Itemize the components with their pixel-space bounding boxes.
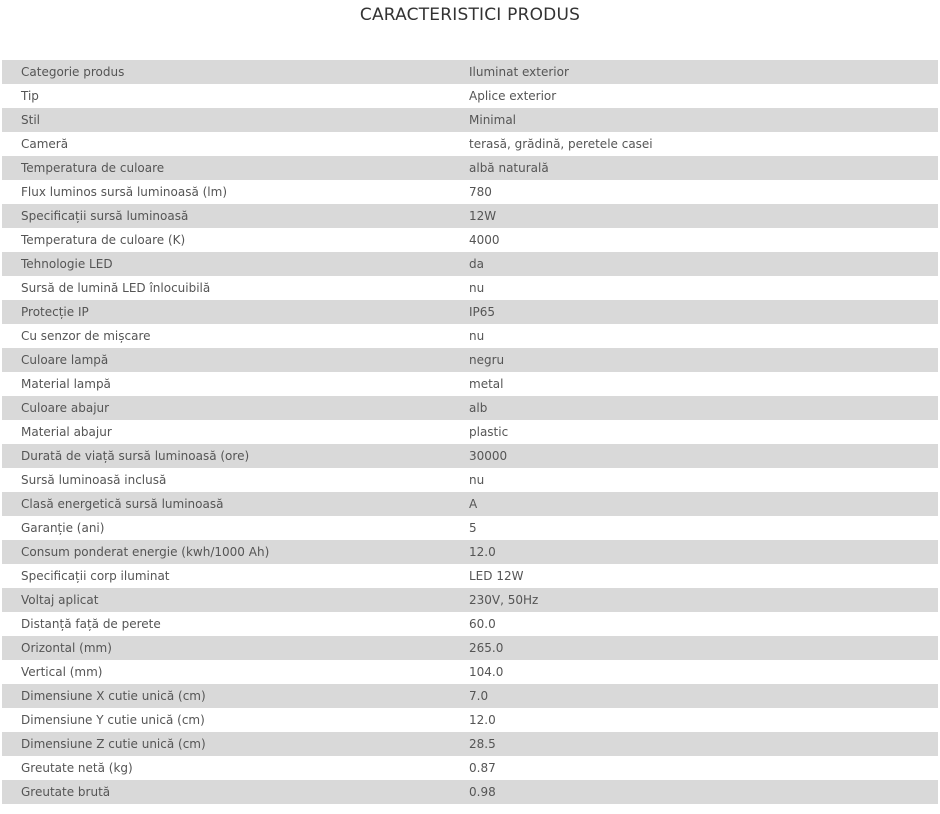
spec-label: Temperatura de culoare (K): [21, 233, 186, 247]
table-row: [2, 372, 938, 396]
spec-label: Tehnologie LED: [21, 257, 113, 271]
table-row: [2, 636, 938, 660]
table-row: [2, 684, 938, 708]
spec-label: Cameră: [21, 137, 69, 151]
table-row: [2, 204, 938, 228]
spec-label: Durată de viață sursă luminoasă (ore): [21, 449, 250, 463]
spec-value: da: [469, 257, 484, 271]
spec-label: Material lampă: [21, 377, 111, 391]
table-row: [2, 540, 938, 564]
spec-label: Dimensiune Z cutie unică (cm): [21, 737, 206, 751]
table-row: [2, 780, 938, 804]
spec-value: nu: [469, 473, 485, 487]
spec-label: Distanță față de perete: [21, 617, 161, 631]
spec-value: nu: [469, 281, 485, 295]
table-row: [2, 348, 938, 372]
specifications-table: [2, 60, 938, 804]
spec-label: Tip: [21, 89, 39, 103]
table-row: [2, 300, 938, 324]
table-row: [2, 492, 938, 516]
spec-value: 12W: [469, 209, 497, 223]
spec-value: 265.0: [469, 641, 504, 655]
spec-label: Stil: [21, 113, 40, 127]
spec-value: 780: [469, 185, 492, 199]
table-row: [2, 60, 938, 84]
spec-value: Iluminat exterior: [469, 65, 569, 79]
spec-label: Greutate brută: [21, 785, 111, 799]
spec-label: Cu senzor de mișcare: [21, 329, 151, 343]
table-row: [2, 732, 938, 756]
table-row: [2, 588, 938, 612]
table-row: [2, 108, 938, 132]
spec-label: Protecție IP: [21, 305, 89, 319]
spec-value: IP65: [469, 305, 496, 319]
spec-value: 12.0: [469, 713, 496, 727]
table-row: [2, 252, 938, 276]
spec-value: negru: [469, 353, 505, 367]
spec-label: Garanție (ani): [21, 521, 105, 535]
spec-value: albă naturală: [469, 161, 549, 175]
spec-value: 28.5: [469, 737, 496, 751]
table-row: [2, 396, 938, 420]
table-row: [2, 228, 938, 252]
specifications-table-body: [2, 60, 938, 804]
spec-label: Sursă de lumină LED înlocuibilă: [21, 281, 211, 295]
spec-value: 0.87: [469, 761, 496, 775]
spec-value: 5: [469, 521, 477, 535]
spec-value: 7.0: [469, 689, 489, 703]
table-row: [2, 708, 938, 732]
spec-value: plastic: [469, 425, 509, 439]
spec-value: 4000: [469, 233, 500, 247]
spec-value: metal: [469, 377, 504, 391]
spec-value: LED 12W: [469, 569, 524, 583]
spec-label: Flux luminos sursă luminoasă (lm): [21, 185, 228, 199]
spec-label: Consum ponderat energie (kwh/1000 Ah): [21, 545, 270, 559]
table-row: [2, 276, 938, 300]
spec-value: 30000: [469, 449, 508, 463]
spec-value: 0.98: [469, 785, 496, 799]
spec-label: Orizontal (mm): [21, 641, 112, 655]
table-row: [2, 180, 938, 204]
spec-label: Material abajur: [21, 425, 112, 439]
spec-value: 60.0: [469, 617, 496, 631]
spec-value: Minimal: [469, 113, 517, 127]
spec-label: Voltaj aplicat: [21, 593, 99, 607]
spec-label: Clasă energetică sursă luminoasă: [21, 497, 224, 511]
table-row: [2, 324, 938, 348]
spec-label: Specificații sursă luminoasă: [21, 209, 189, 223]
table-row: [2, 564, 938, 588]
spec-label: Culoare abajur: [21, 401, 110, 415]
table-row: [2, 156, 938, 180]
table-row: [2, 468, 938, 492]
table-row: [2, 444, 938, 468]
spec-label: Sursă luminoasă inclusă: [21, 473, 167, 487]
spec-value: terasă, grădină, peretele casei: [469, 137, 653, 151]
table-row: [2, 516, 938, 540]
spec-label: Specificații corp iluminat: [21, 569, 170, 583]
spec-value: 12.0: [469, 545, 496, 559]
spec-label: Dimensiune Y cutie unică (cm): [21, 713, 205, 727]
table-row: [2, 612, 938, 636]
spec-value: A: [469, 497, 478, 511]
spec-value: Aplice exterior: [469, 89, 557, 103]
spec-value: alb: [469, 401, 488, 415]
spec-value: 230V, 50Hz: [469, 593, 539, 607]
spec-label: Vertical (mm): [21, 665, 103, 679]
spec-label: Categorie produs: [21, 65, 125, 79]
page-title: CARACTERISTICI PRODUS: [359, 5, 581, 25]
table-row: [2, 84, 938, 108]
spec-value: 104.0: [469, 665, 504, 679]
spec-label: Dimensiune X cutie unică (cm): [21, 689, 206, 703]
spec-label: Greutate netă (kg): [21, 761, 133, 775]
spec-value: nu: [469, 329, 485, 343]
table-row: [2, 420, 938, 444]
table-row: [2, 756, 938, 780]
spec-label: Culoare lampă: [21, 353, 109, 367]
spec-label: Temperatura de culoare: [21, 161, 165, 175]
table-row: [2, 132, 938, 156]
table-row: [2, 660, 938, 684]
